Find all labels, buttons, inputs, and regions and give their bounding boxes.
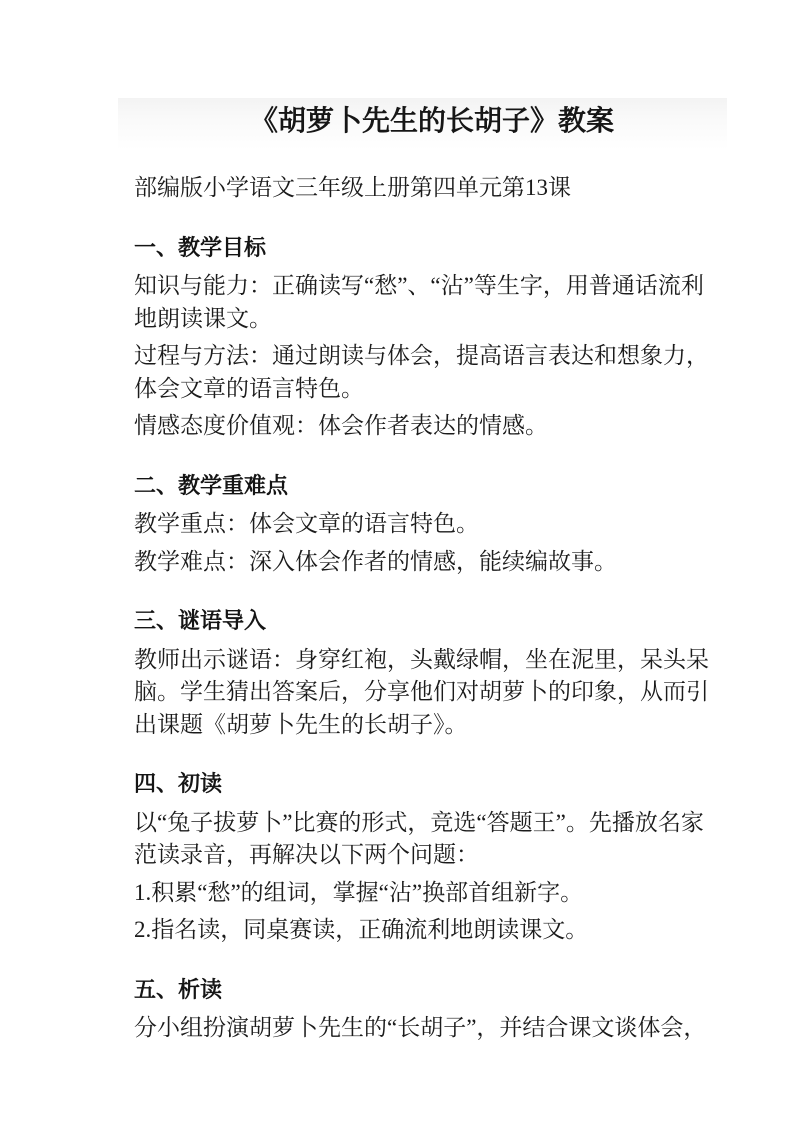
objective-process: 过程与方法：通过朗读与体会，提高语言表达和想象力，体会文章的语言特色。 [134,343,709,401]
first-reading-task-2: 2.指名读，同桌赛读，正确流利地朗读课文。 [134,917,589,942]
objective-emotion: 情感态度价值观：体会作者表达的情感。 [134,413,548,438]
section-teaching-objectives [134,232,714,443]
section-heading: 三、谜语导入 [134,608,267,633]
section-riddle-intro [134,605,714,741]
first-reading-intro: 以“兔子拔萝卜”比赛的形式，竞选“答题王”。先播放名家范读录音，再解决以下两个问题： [134,809,704,867]
section-first-reading [134,768,714,947]
section-analytical-reading [134,974,714,1045]
objective-knowledge: 知识与能力：正确读写“愁”、“沾”等生字，用普通话流利地朗读课文。 [134,273,704,331]
section-heading: 一、教学目标 [134,234,267,260]
document-title: 《胡萝卜先生的长胡子》教案 [249,106,614,137]
section-heading: 五、析读 [134,976,223,1002]
section-key-difficult-points [134,470,714,579]
first-reading-task-1: 1.积累“愁”的组词，掌握“沾”换部首组新字。 [134,879,584,905]
riddle-intro-paragraph: 教师出示谜语：身穿红袍，头戴绿帽，坐在泥里，呆头呆脑。学生猜出答案后，分享他们对胡萝卜的印象，从而引出课题《胡萝卜先生的长胡子》。 [134,646,709,737]
difficult-point: 教学难点：深入体会作者的情感，能续编故事。 [134,548,617,574]
document-body [134,172,714,1045]
section-heading: 二、教学重难点 [134,472,289,498]
key-point: 教学重点：体会文章的语言特色。 [134,511,479,536]
document-subtitle: 部编版小学语文三年级上册第四单元第13课 [134,175,571,200]
section-heading: 四、初读 [134,771,223,796]
analytical-reading-paragraph: 分小组扮演胡萝卜先生的“长胡子”，并结合课文谈体会， [134,1015,707,1040]
